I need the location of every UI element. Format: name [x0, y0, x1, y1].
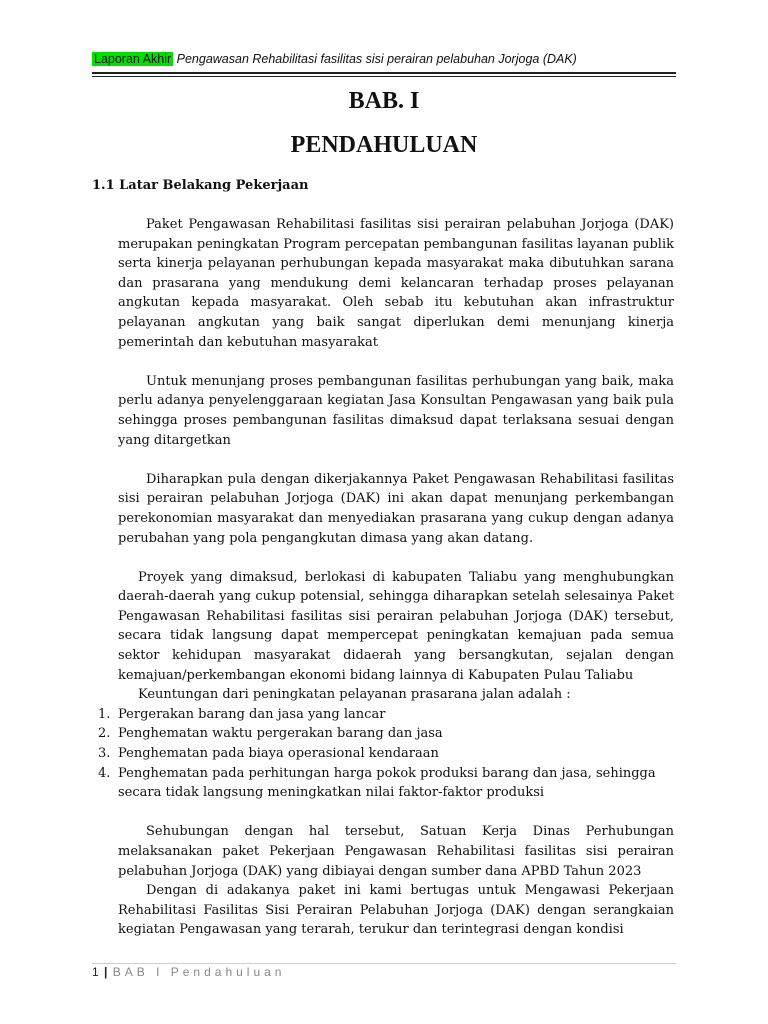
header-tag: Laporan Akhir — [94, 52, 172, 66]
paragraph: Proyek yang dimaksud, berlokasi di kabupaten Taliabu yang menghubungkan daerah-daerah yang cukup potensial, sehingga diharapkan setelah selesainya Paket Pengawasan Rehabilitasi fasilitas sisi perairan pelabuhan Jorjoga (DAK) tersebut, secara tidak langsung dapat mempercepat peningkatan kemajuan pada semua sektor kehidupan masyarakat didaerah yang bersangkutan, sejalan dengan kemajuan/perkembangan ekonomi bidang lainnya di Kabupaten Pulau Taliabu — [118, 569, 674, 683]
section-heading: 1.1 Latar Belakang Pekerjaan — [92, 178, 309, 193]
header-rule-thin — [92, 76, 676, 77]
paragraph: Untuk menunjang proses pembangunan fasilitas perhubungan yang baik, maka perlu adanya penyelenggaraan kegiatan Jasa Konsultan Pengawasan yang baik pula sehingga proses pembangunan fasilitas dimaksud dapat terlaksana sesuai dengan yang ditargetkan — [118, 373, 674, 448]
header-title: Pengawasan Rehabilitasi fasilitas sisi perairan pelabuhan Jorjoga (DAK) — [176, 52, 577, 66]
paragraph: Sehubungan dengan hal tersebut, Satuan Kerja Dinas Perhubungan melaksanakan paket Pekerjaan Pengawasan Rehabilitasi fasilitas sisi perairan pelabuhan Jorjoga (DAK) yang dibiayai dengan sumber dana APBD Tahun 2023 — [118, 824, 674, 879]
list-item: 3. Penghematan pada biaya operasional kendaraan — [98, 746, 439, 762]
page-footer — [92, 965, 285, 979]
chapter-number: BAB. I — [348, 88, 420, 114]
page-number: 1 — [92, 965, 99, 979]
header-rule — [92, 72, 676, 74]
list-item: 4. Penghematan pada perhitungan harga pokok produksi barang dan jasa, sehingga secara tidak langsung meningkatkan nilai faktor-faktor produksi — [98, 765, 656, 801]
footer-rule — [92, 963, 676, 964]
paragraph: Paket Pengawasan Rehabilitasi fasilitas sisi perairan pelabuhan Jorjoga (DAK) merupakan peningkatan Program percepatan pembangunan fasilitas layanan publik serta kinerja pelayanan perhubungan kepada masyarakat maka dibutuhkan sarana dan prasarana yang mendukung demi kelancaran terhadap proses pelayanan angkutan kepada masyarakat. Oleh sebab itu kebutuhan akan infrastruktur pelayanan angkutan yang baik sangat diperlukan demi menunjang kinerja pemerintah dan kebutuhan masyarakat — [118, 217, 674, 350]
paragraph: Diharapkan pula dengan dikerjakannya Paket Pengawasan Rehabilitasi fasilitas sisi perairan pelabuhan Jorjoga (DAK) ini akan dapat menunjang perkembangan perekonomian masyarakat dan menyediakan prasarana yang cukup dengan adanya perubahan yang pola pengangkutan dimasa yang akan datang. — [118, 471, 674, 546]
list-item: 1. Pergerakan barang dan jasa yang lancar — [98, 706, 386, 722]
running-header — [92, 52, 676, 66]
footer-label: BAB I Pendahuluan — [112, 965, 286, 979]
benefit-list — [98, 705, 674, 803]
list-item: 2. Penghematan waktu pergerakan barang dan jasa — [98, 726, 443, 742]
paragraph: Dengan di adakanya paket ini kami bertugas untuk Mengawasi Pekerjaan Rehabilitasi Fasilitas Sisi Perairan Pelabuhan Jorjoga (DAK) dengan serangkaian kegiatan Pengawasan yang terarah, terukur dan terintegrasi dengan kondisi — [118, 883, 674, 938]
list-intro: Keuntungan dari peningkatan pelayanan prasarana jalan adalah : — [138, 687, 571, 703]
chapter-title: PENDAHULUAN — [290, 132, 478, 158]
body-text — [98, 215, 674, 940]
footer-separator: | — [104, 965, 108, 979]
